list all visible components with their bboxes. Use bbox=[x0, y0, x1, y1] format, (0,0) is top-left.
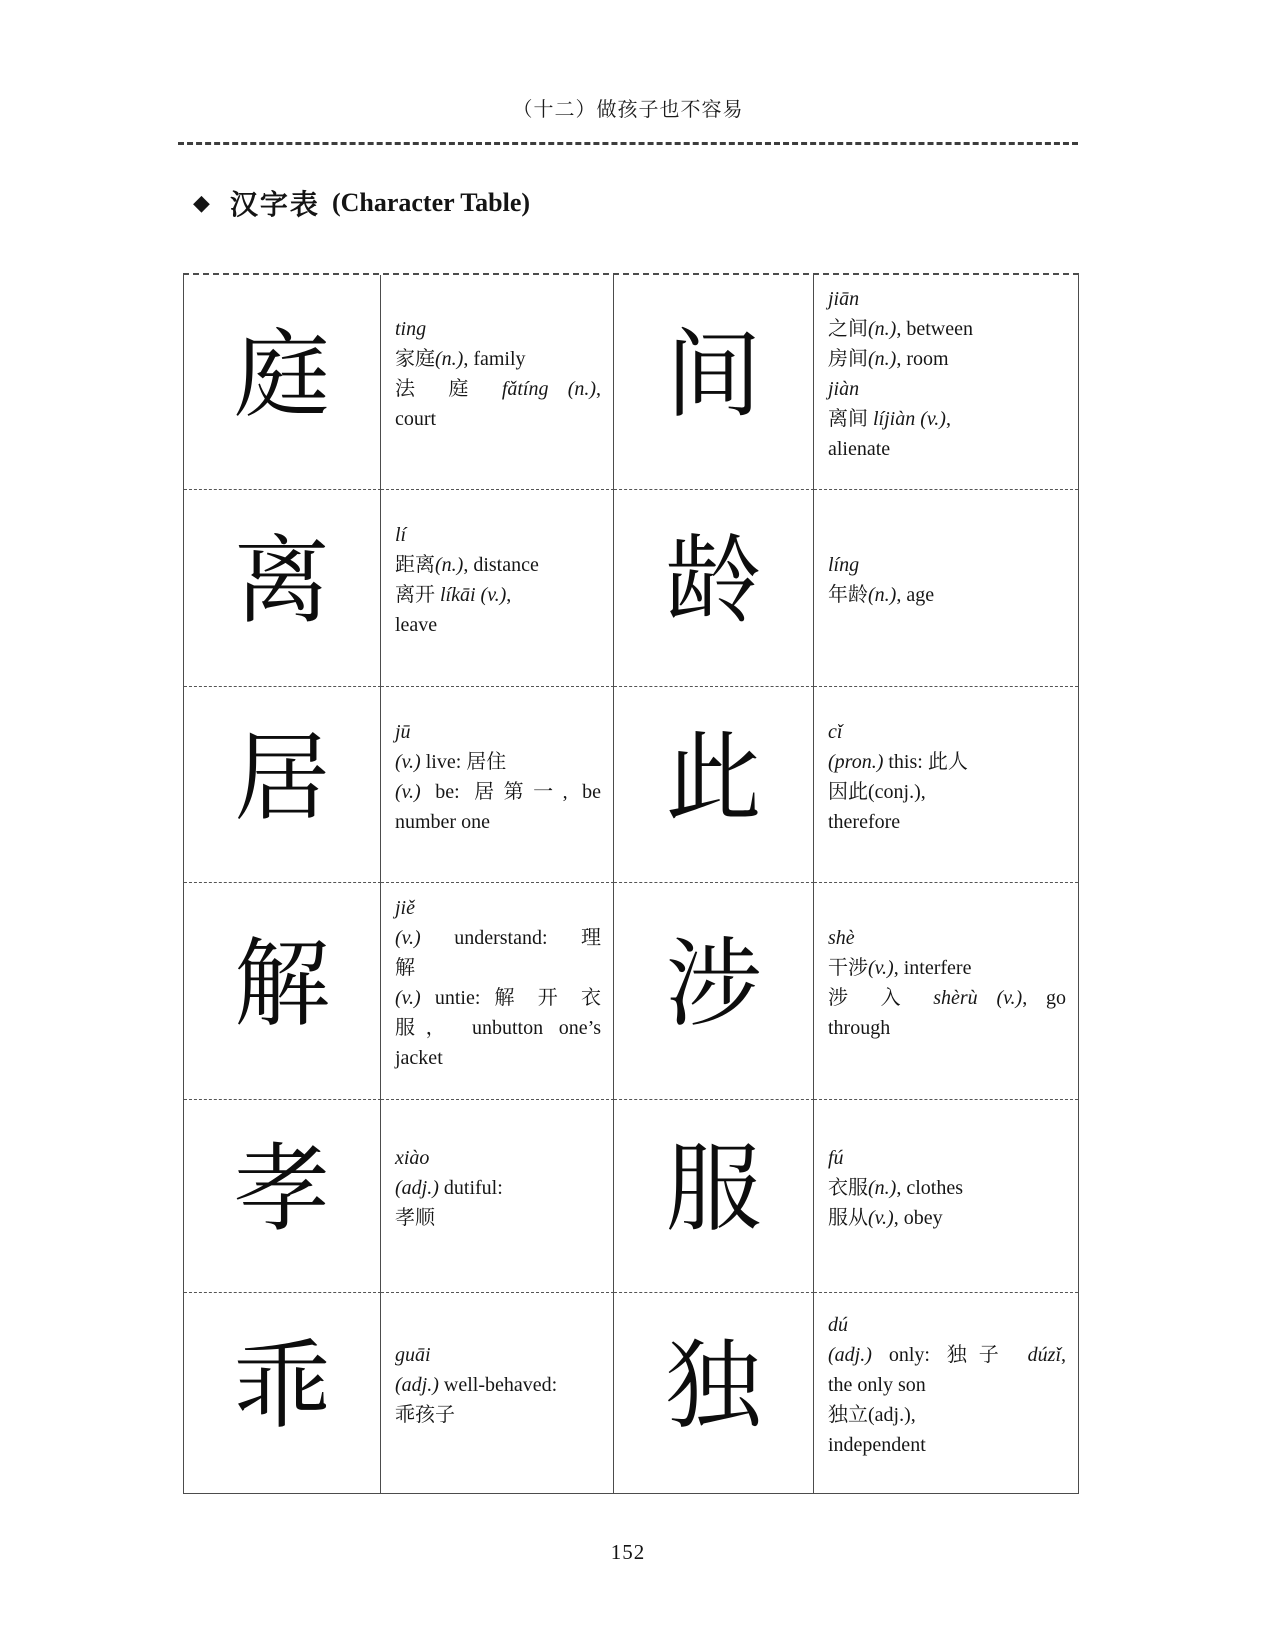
pinyin-segment: dúzǐ bbox=[1027, 1344, 1061, 1366]
pinyin-segment: líkāi bbox=[440, 584, 476, 606]
text-segment: be: 居第一, be bbox=[420, 780, 601, 803]
text-segment: 之间 bbox=[828, 318, 868, 340]
character-table bbox=[183, 273, 1079, 1494]
text-segment: , clothes bbox=[896, 1177, 963, 1199]
text-segment: independent bbox=[828, 1434, 926, 1456]
diamond-bullet-icon: ◆ bbox=[193, 190, 210, 215]
hanzi-character: 离 bbox=[234, 528, 330, 635]
pinyin-segment: (v.) bbox=[868, 957, 894, 979]
definition-line bbox=[828, 1203, 1066, 1233]
text-segment: , distance bbox=[463, 554, 539, 576]
definition-cell bbox=[381, 1293, 614, 1493]
text-segment: 涉 入 bbox=[828, 987, 934, 1009]
character-cell bbox=[614, 883, 814, 1100]
pinyin-segment: (n.) bbox=[868, 1177, 897, 1199]
hanzi-character: 庭 bbox=[234, 322, 330, 429]
definition-cell bbox=[814, 687, 1078, 883]
definition-line bbox=[828, 550, 1066, 580]
text-segment: 干涉 bbox=[828, 957, 868, 979]
pinyin-segment: guāi bbox=[395, 1344, 431, 1366]
definition-line bbox=[828, 1013, 1066, 1043]
section-title-chinese: 汉字表 bbox=[229, 190, 320, 221]
definition-line bbox=[828, 777, 1066, 807]
hanzi-character: 独 bbox=[665, 1333, 762, 1440]
text-segment: , obey bbox=[893, 1207, 943, 1229]
text-segment: 乖孩子 bbox=[395, 1404, 455, 1426]
definition-line bbox=[828, 374, 1066, 404]
hanzi-character: 涉 bbox=[665, 931, 762, 1038]
hanzi-character: 服 bbox=[665, 1136, 762, 1243]
definition-line bbox=[828, 1400, 1066, 1430]
definition-line bbox=[828, 434, 1066, 464]
definition-cell bbox=[381, 275, 614, 490]
definition-line bbox=[395, 314, 601, 344]
text-segment: 服， unbutton one’s bbox=[395, 1017, 601, 1039]
text-segment: well-behaved: bbox=[438, 1374, 558, 1396]
definition-line bbox=[828, 284, 1066, 314]
pinyin-segment: (v.) bbox=[868, 1207, 894, 1229]
pinyin-segment: (n.) bbox=[868, 348, 897, 370]
character-cell bbox=[184, 490, 381, 687]
text-segment: , bbox=[596, 378, 602, 400]
character-cell bbox=[614, 1293, 814, 1493]
pinyin-segment: jiě bbox=[395, 897, 415, 919]
text-segment: 距离 bbox=[395, 554, 435, 576]
pinyin-segment: shèrù bbox=[933, 987, 978, 1009]
pinyin-segment: (adj.) bbox=[828, 1344, 872, 1366]
definition-cell bbox=[381, 1100, 614, 1293]
character-cell bbox=[184, 1100, 381, 1293]
pinyin-segment: jiàn bbox=[828, 378, 860, 400]
hanzi-character: 间 bbox=[665, 322, 762, 429]
definition-cell bbox=[814, 490, 1078, 687]
text-segment bbox=[978, 987, 997, 1009]
character-cell bbox=[184, 1293, 381, 1493]
text-segment: 法 庭 bbox=[395, 378, 502, 400]
text-segment: , age bbox=[896, 584, 935, 606]
text-segment: understand: 理 bbox=[420, 927, 601, 949]
pinyin-segment: (n.) bbox=[868, 584, 897, 606]
text-segment: , room bbox=[896, 348, 949, 370]
pinyin-segment: (v.) bbox=[996, 987, 1023, 1009]
text-segment: jacket bbox=[395, 1047, 443, 1069]
text-segment: alienate bbox=[828, 438, 891, 460]
text-segment: 年龄 bbox=[828, 584, 868, 606]
text-segment: 家庭 bbox=[395, 348, 435, 370]
definition-line bbox=[395, 923, 601, 953]
header-rule bbox=[178, 142, 1078, 145]
text-segment: only: 独子 bbox=[871, 1344, 1028, 1366]
text-segment: , go bbox=[1022, 987, 1067, 1009]
text-segment: the only son bbox=[828, 1374, 926, 1396]
definition-line bbox=[828, 1430, 1066, 1460]
definition-line bbox=[395, 893, 601, 923]
definition-line bbox=[828, 923, 1066, 953]
definition-line bbox=[395, 1143, 601, 1173]
definition-line bbox=[828, 404, 1066, 434]
definition-line bbox=[395, 1400, 601, 1430]
hanzi-character: 解 bbox=[234, 931, 330, 1038]
text-segment: live: 居住 bbox=[420, 750, 507, 773]
character-cell bbox=[184, 687, 381, 883]
pinyin-segment: jū bbox=[395, 720, 411, 743]
definition-cell bbox=[381, 687, 614, 883]
hanzi-character: 孝 bbox=[234, 1136, 330, 1243]
definition-line bbox=[395, 1203, 601, 1233]
text-segment: , between bbox=[896, 318, 973, 340]
pinyin-segment: xiào bbox=[395, 1147, 430, 1169]
definition-line bbox=[828, 807, 1066, 837]
definition-line bbox=[395, 717, 601, 747]
definition-cell bbox=[814, 883, 1078, 1100]
definition-line bbox=[828, 1310, 1066, 1340]
definition-line bbox=[395, 344, 601, 374]
hanzi-character: 此 bbox=[665, 724, 762, 832]
definition-line bbox=[395, 953, 601, 983]
definition-line bbox=[395, 374, 601, 404]
text-segment: court bbox=[395, 408, 437, 430]
text-segment: , family bbox=[463, 348, 526, 370]
hanzi-character: 居 bbox=[234, 724, 330, 832]
definition-cell bbox=[814, 1293, 1078, 1493]
definition-line bbox=[828, 1340, 1066, 1370]
character-cell bbox=[614, 275, 814, 490]
pinyin-segment: (n.) bbox=[567, 378, 597, 400]
pinyin-segment: (v.) bbox=[395, 987, 421, 1009]
text-segment: 房间 bbox=[828, 348, 868, 370]
text-segment: , interfere bbox=[893, 957, 972, 979]
pinyin-segment: dú bbox=[828, 1314, 848, 1336]
hanzi-character: 龄 bbox=[665, 528, 762, 635]
definition-line bbox=[828, 1370, 1066, 1400]
definition-line bbox=[828, 747, 1066, 777]
text-segment: 因此(conj.), bbox=[828, 780, 926, 803]
pinyin-segment: (v.) bbox=[395, 780, 421, 803]
section-title bbox=[193, 183, 530, 223]
definition-line bbox=[828, 717, 1066, 747]
definition-line bbox=[395, 1173, 601, 1203]
definition-line bbox=[395, 520, 601, 550]
definition-line bbox=[395, 610, 601, 640]
pinyin-segment: (v.) bbox=[920, 408, 946, 430]
text-segment: this: 此人 bbox=[883, 750, 968, 773]
character-cell bbox=[614, 490, 814, 687]
definition-line bbox=[395, 777, 601, 807]
definition-cell bbox=[814, 1100, 1078, 1293]
definition-line bbox=[395, 1043, 601, 1073]
character-cell bbox=[184, 883, 381, 1100]
running-header: （十二）做孩子也不容易 bbox=[512, 99, 744, 121]
text-segment: number one bbox=[395, 810, 490, 833]
text-segment: 离开 bbox=[395, 584, 440, 606]
pinyin-segment: (n.) bbox=[435, 554, 464, 576]
pinyin-segment: líjiàn bbox=[873, 408, 916, 430]
text-segment: dutiful: bbox=[438, 1177, 503, 1199]
pinyin-segment: (adj.) bbox=[395, 1374, 439, 1396]
pinyin-segment: cǐ bbox=[828, 720, 843, 743]
text-segment: , bbox=[506, 584, 512, 606]
definition-line bbox=[395, 807, 601, 837]
page-number: 152 bbox=[610, 1540, 646, 1564]
hanzi-character: 乖 bbox=[234, 1333, 330, 1440]
definition-line bbox=[395, 747, 601, 777]
text-segment: 解 bbox=[395, 957, 415, 979]
definition-line bbox=[828, 344, 1066, 374]
pinyin-segment: fú bbox=[828, 1147, 844, 1169]
text-segment: untie: 解 开 衣 bbox=[420, 987, 601, 1009]
definition-line bbox=[828, 1143, 1066, 1173]
definition-cell bbox=[814, 275, 1078, 490]
definition-line bbox=[828, 314, 1066, 344]
definition-line bbox=[828, 983, 1066, 1013]
definition-line bbox=[395, 550, 601, 580]
pinyin-segment: jiān bbox=[828, 288, 860, 310]
definition-line bbox=[828, 953, 1066, 983]
pinyin-segment: lí bbox=[395, 524, 407, 546]
pinyin-segment: (v.) bbox=[395, 750, 421, 773]
definition-cell bbox=[381, 883, 614, 1100]
definition-line bbox=[828, 1173, 1066, 1203]
pinyin-segment: (n.) bbox=[435, 348, 464, 370]
text-segment: 独立(adj.), bbox=[828, 1404, 916, 1426]
section-title-english: (Character Table) bbox=[331, 188, 531, 217]
text-segment bbox=[548, 378, 567, 400]
definition-cell bbox=[381, 490, 614, 687]
text-segment: leave bbox=[395, 614, 438, 636]
text-segment: through bbox=[828, 1017, 891, 1039]
text-segment: 孝顺 bbox=[395, 1207, 435, 1229]
character-cell bbox=[614, 687, 814, 883]
text-segment: , bbox=[945, 408, 951, 430]
pinyin-segment: (n.) bbox=[868, 318, 897, 340]
text-segment: 衣服 bbox=[828, 1177, 868, 1199]
pinyin-segment: ting bbox=[395, 318, 427, 340]
pinyin-segment: líng bbox=[828, 554, 860, 576]
pinyin-segment: fǎtíng bbox=[501, 378, 549, 400]
pinyin-segment: (v.) bbox=[480, 584, 507, 606]
definition-line bbox=[395, 404, 601, 434]
pinyin-segment: shè bbox=[828, 927, 855, 949]
definition-line bbox=[395, 580, 601, 610]
pinyin-segment: (v.) bbox=[395, 927, 421, 949]
definition-line bbox=[395, 1013, 601, 1043]
definition-line bbox=[395, 1340, 601, 1370]
text-segment: therefore bbox=[828, 810, 901, 833]
text-segment: 服从 bbox=[828, 1207, 868, 1229]
definition-line bbox=[395, 983, 601, 1013]
pinyin-segment: (adj.) bbox=[395, 1177, 439, 1199]
character-cell bbox=[184, 275, 381, 490]
definition-line bbox=[395, 1370, 601, 1400]
text-segment: , bbox=[1061, 1344, 1066, 1366]
text-segment: 离间 bbox=[828, 408, 873, 430]
definition-line bbox=[828, 580, 1066, 610]
character-cell bbox=[614, 1100, 814, 1293]
pinyin-segment: (pron.) bbox=[828, 750, 884, 773]
